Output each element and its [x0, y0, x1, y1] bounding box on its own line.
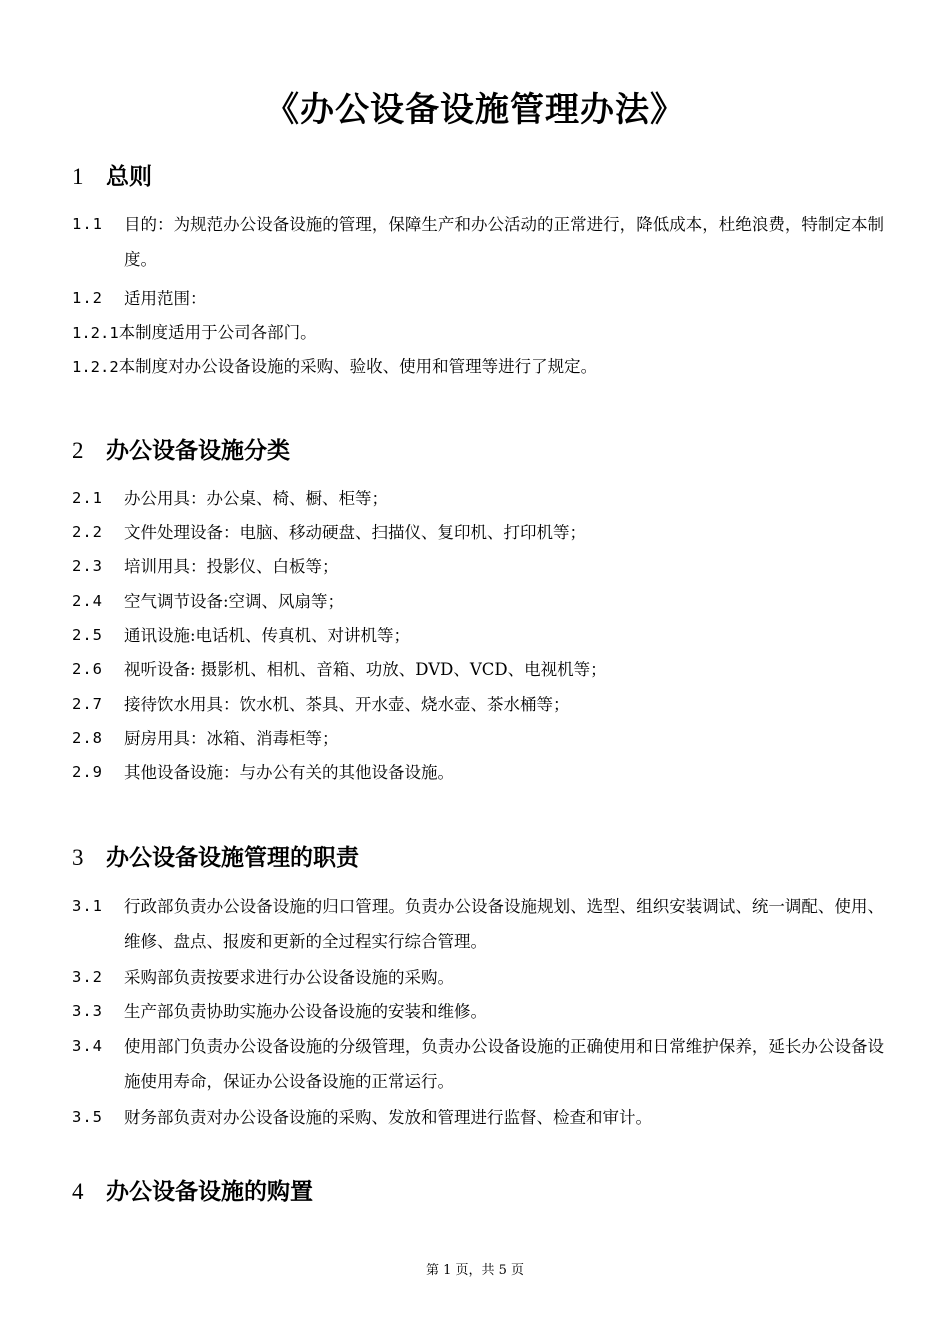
list-item [72, 994, 884, 1029]
list-item [72, 549, 884, 584]
item-text: 接待饮水用具：饮水机、茶具、开水壶、烧水壶、茶水桶等； [124, 695, 570, 714]
section-heading [72, 839, 359, 872]
item-text: 培训用具：投影仪、白板等； [124, 557, 339, 576]
item-number: 1.1 [72, 215, 103, 233]
item-number: 3.3 [72, 1002, 103, 1020]
list-item [72, 618, 884, 653]
section-title: 总则 [106, 164, 152, 190]
item-number: 2.9 [72, 763, 103, 781]
item-number: 3.4 [72, 1037, 103, 1055]
list-item [72, 889, 884, 959]
section-heading [72, 432, 290, 465]
list-item [72, 687, 884, 722]
item-number: 2.5 [72, 626, 103, 644]
list-item [72, 1100, 884, 1135]
section-number: 1 [72, 164, 84, 189]
page-footer: 第 1 页，共 5 页 [425, 1263, 525, 1278]
item-text: 财务部负责对办公设备设施的采购、发放和管理进行监督、检查和审计。 [124, 1108, 652, 1127]
item-text: 空气调节设备:空调、风扇等； [124, 592, 345, 611]
item-number: 1.2.1 [72, 324, 119, 342]
item-text: 使用部门负责办公设备设施的分级管理，负责办公设备设施的正确使用和日常维护保养，延长办公设备设施使用寿命，保证办公设备设施的正常运行。 [124, 1037, 884, 1091]
item-text: 适用范围： [124, 289, 207, 308]
item-number: 3.1 [72, 897, 103, 915]
item-text: 视听设备: 摄影机、相机、音箱、功放、DVD、VCD、电视机等； [124, 660, 607, 679]
item-number: 2.1 [72, 489, 103, 507]
item-text: 办公用具：办公桌、椅、橱、柜等； [124, 489, 388, 508]
section-heading [72, 158, 152, 191]
item-number: 3.5 [72, 1108, 103, 1126]
item-text: 文件处理设备：电脑、移动硬盘、扫描仪、复印机、打印机等； [124, 523, 586, 542]
list-item [72, 207, 884, 277]
section-title: 办公设备设施管理的职责 [106, 845, 359, 871]
list-item [72, 1029, 884, 1099]
list-item [72, 721, 884, 756]
item-number: 2.2 [72, 523, 103, 541]
item-text: 生产部负责协助实施办公设备设施的安装和维修。 [124, 1002, 487, 1021]
item-number: 2.6 [72, 660, 103, 678]
item-text: 本制度对办公设备设施的采购、验收、使用和管理等进行了规定。 [118, 357, 598, 376]
item-number: 1.2.2 [72, 358, 119, 376]
section-number: 3 [72, 845, 84, 870]
item-text: 行政部负责办公设备设施的归口管理。负责办公设备设施规划、选型、组织安装调试、统一调配、使用、维修、盘点、报废和更新的全过程实行综合管理。 [124, 897, 884, 951]
item-number: 2.3 [72, 557, 103, 575]
item-text: 其他设备设施：与办公有关的其他设备设施。 [124, 763, 454, 782]
item-number: 1.2 [72, 289, 103, 307]
section-title: 办公设备设施的购置 [106, 1179, 313, 1205]
item-text: 采购部负责按要求进行办公设备设施的采购。 [124, 968, 454, 987]
sub-item [72, 315, 317, 351]
section-heading [72, 1173, 313, 1206]
list-item [72, 584, 884, 619]
item-number: 3.2 [72, 968, 103, 986]
item-number: 2.8 [72, 729, 103, 747]
list-item [72, 755, 884, 790]
item-text: 厨房用具：冰箱、消毒柜等； [124, 729, 339, 748]
item-text: 本制度适用于公司各部门。 [118, 323, 317, 342]
sub-item [72, 349, 597, 385]
item-text: 目的：为规范办公设备设施的管理，保障生产和办公活动的正常进行，降低成本，杜绝浪费，特制定本制度。 [124, 215, 884, 269]
section-number: 2 [72, 438, 84, 463]
list-item [72, 960, 884, 995]
section-title: 办公设备设施分类 [106, 438, 290, 464]
item-text: 通讯设施:电话机、传真机、对讲机等； [124, 626, 411, 645]
list-item [72, 652, 884, 687]
list-item [72, 281, 884, 316]
section-number: 4 [72, 1179, 84, 1204]
document-title: 《办公设备设施管理办法》 [265, 90, 685, 130]
list-item [72, 481, 884, 516]
list-item [72, 515, 884, 550]
item-number: 2.4 [72, 592, 103, 610]
item-number: 2.7 [72, 695, 103, 713]
